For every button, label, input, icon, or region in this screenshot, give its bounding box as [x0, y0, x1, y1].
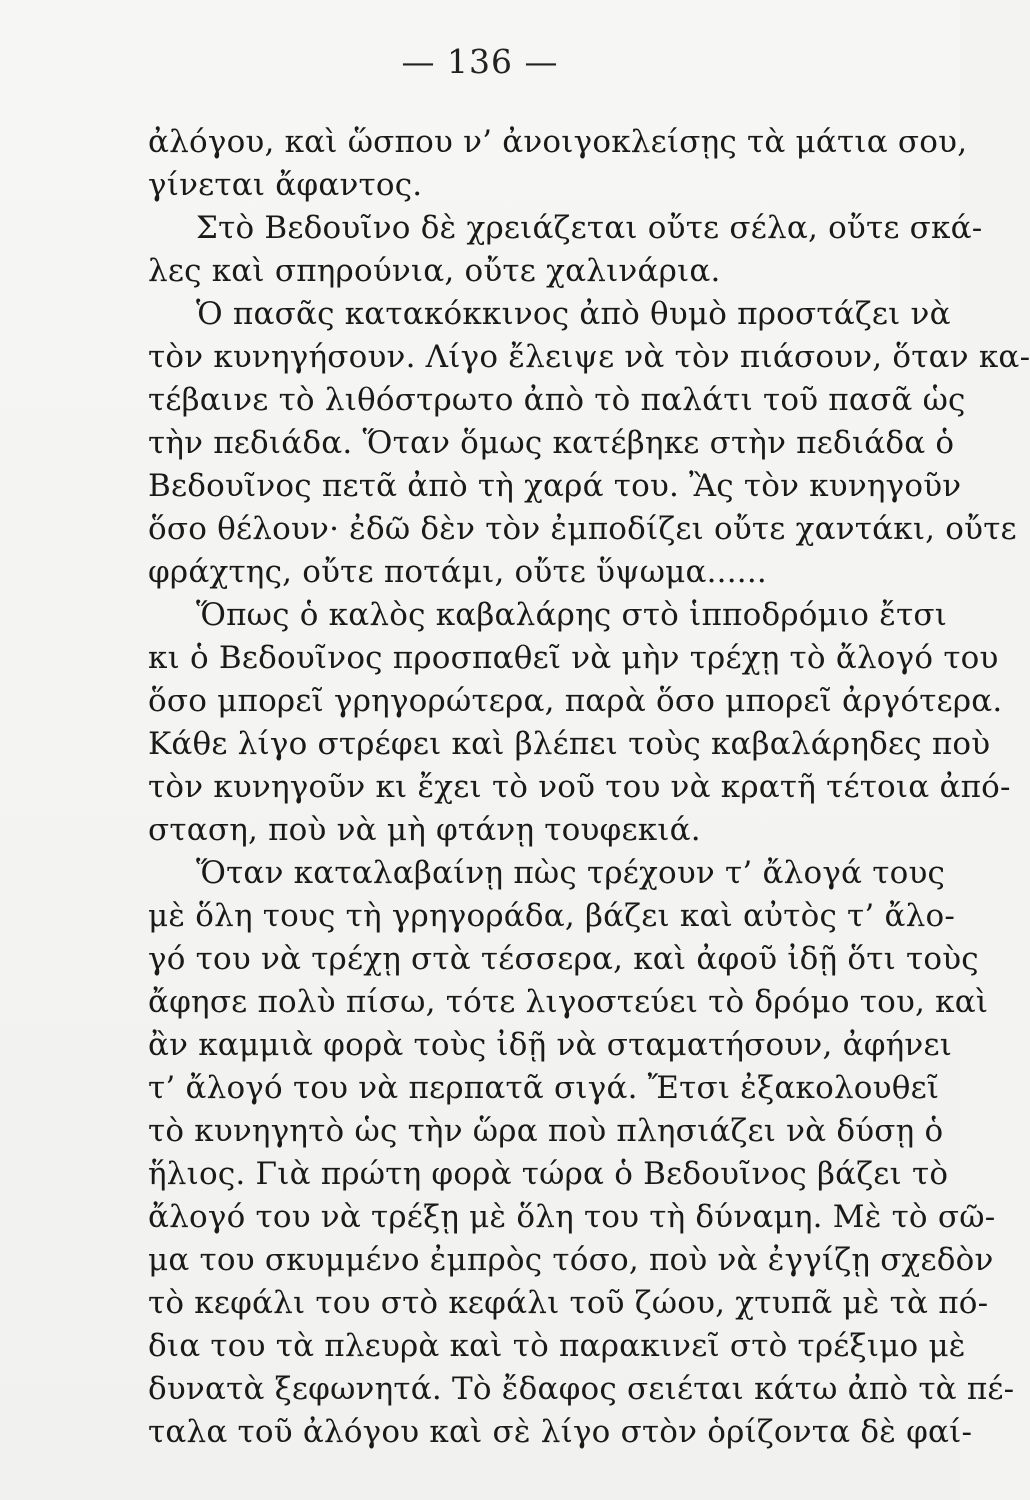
text-line: τὸ κυνηγητὸ ὡς τὴν ὥρα ποὺ πλησιάζει νὰ δύσῃ ὁ [148, 1113, 944, 1149]
text-line: τὸν κυνηγοῦν κι ἔχει τὸ νοῦ του νὰ κρατῆ τέτοια ἀπό- [148, 769, 1011, 805]
text-line: σταση, ποὺ νὰ μὴ φτάνῃ τουφεκιά. [148, 812, 701, 848]
text-line: γίνεται ἄφαντος. [148, 167, 423, 203]
page-number: — 136 — [401, 42, 559, 81]
text-line: λες καὶ σπηρούνια, οὔτε χαλινάρια. [148, 253, 721, 289]
text-line: τέβαινε τὸ λιθόστρωτο ἀπὸ τὸ παλάτι τοῦ πασᾶ ὡς [148, 382, 966, 418]
text-line: τ’ ἄλογό του νὰ περπατᾶ σιγά. Ἔτσι ἐξακολουθεῖ [148, 1070, 940, 1106]
text-line: Ὁ πασᾶς κατακόκκινος ἀπὸ θυμὸ προστάζει νὰ [196, 296, 951, 332]
text-line: ἀλόγου, καὶ ὥσπου ν’ ἀνοιγοκλείσῃς τὰ μάτια σου, [148, 124, 968, 160]
text-line: τὸ κεφάλι του στὸ κεφάλι τοῦ ζώου, χτυπᾶ μὲ τὰ πό- [148, 1285, 989, 1321]
text-line: ὅσο μπορεῖ γρηγορώτερα, παρὰ ὅσο μπορεῖ ἀργότερα. [148, 683, 1003, 719]
text-line: ἄλογό του νὰ τρέξῃ μὲ ὅλη του τὴ δύναμη. Μὲ τὸ σῶ- [148, 1199, 996, 1235]
text-line: Στὸ Βεδουῖνο δὲ χρειάζεται οὔτε σέλα, οὔτε σκά- [196, 210, 983, 246]
text-line: κι ὁ Βεδουῖνος προσπαθεῖ νὰ μὴν τρέχῃ τὸ ἄλογό του [148, 640, 999, 676]
text-line: Ὅταν καταλαβαίνῃ πὼς τρέχουν τ’ ἄλογά τους [196, 855, 946, 891]
body-text [148, 121, 1030, 1454]
text-line: ταλα τοῦ ἀλόγου καὶ σὲ λίγο στὸν ὁρίζοντα δὲ φαί- [148, 1414, 973, 1450]
text-line: Βεδουῖνος πετᾶ ἀπὸ τὴ χαρά του. Ἂς τὸν κυνηγοῦν [148, 468, 962, 504]
text-line: Κάθε λίγο στρέφει καὶ βλέπει τοὺς καβαλάρηδες ποὺ [148, 726, 991, 762]
text-line: ἥλιος. Γιὰ πρώτη φορὰ τώρα ὁ Βεδουῖνος βάζει τὸ [148, 1156, 949, 1192]
text-line: ἂν καμμιὰ φορὰ τοὺς ἰδῇ νὰ σταματήσουν, ἀφήνει [148, 1027, 953, 1063]
text-line: δυνατὰ ξεφωνητά. Τὸ ἔδαφος σειέται κάτω ἀπὸ τὰ πέ- [148, 1371, 1015, 1407]
text-line: τὸν κυνηγήσουν. Λίγο ἔλειψε νὰ τὸν πιάσουν, ὅταν κα- [148, 339, 1030, 375]
text-line: ἄφησε πολὺ πίσω, τότε λιγοστεύει τὸ δρόμο του, καὶ [148, 984, 989, 1020]
text-line: ὅσο θέλουν· ἐδῶ δὲν τὸν ἐμποδίζει οὔτε χαντάκι, οὔτε [148, 511, 1017, 547]
text-line: φράχτης, οὔτε ποτάμι, οὔτε ὕψωμα...... [148, 554, 767, 590]
text-line: δια του τὰ πλευρὰ καὶ τὸ παρακινεῖ στὸ τρέξιμο μὲ [148, 1328, 966, 1364]
text-line: γό του νὰ τρέχῃ στὰ τέσσερα, καὶ ἀφοῦ ἰδῇ ὅτι τοὺς [148, 941, 979, 977]
text-line: Ὅπως ὁ καλὸς καβαλάρης στὸ ἱπποδρόμιο ἔτσι [196, 597, 948, 633]
text-line: μα του σκυμμένο ἐμπρὸς τόσο, ποὺ νὰ ἐγγίζῃ σχεδὸν [148, 1242, 994, 1278]
text-line: τὴν πεδιάδα. Ὅταν ὅμως κατέβηκε στὴν πεδιάδα ὁ [148, 425, 955, 461]
text-line: μὲ ὅλη τους τὴ γρηγοράδα, βάζει καὶ αὐτὸς τ’ ἄλο- [148, 898, 956, 934]
